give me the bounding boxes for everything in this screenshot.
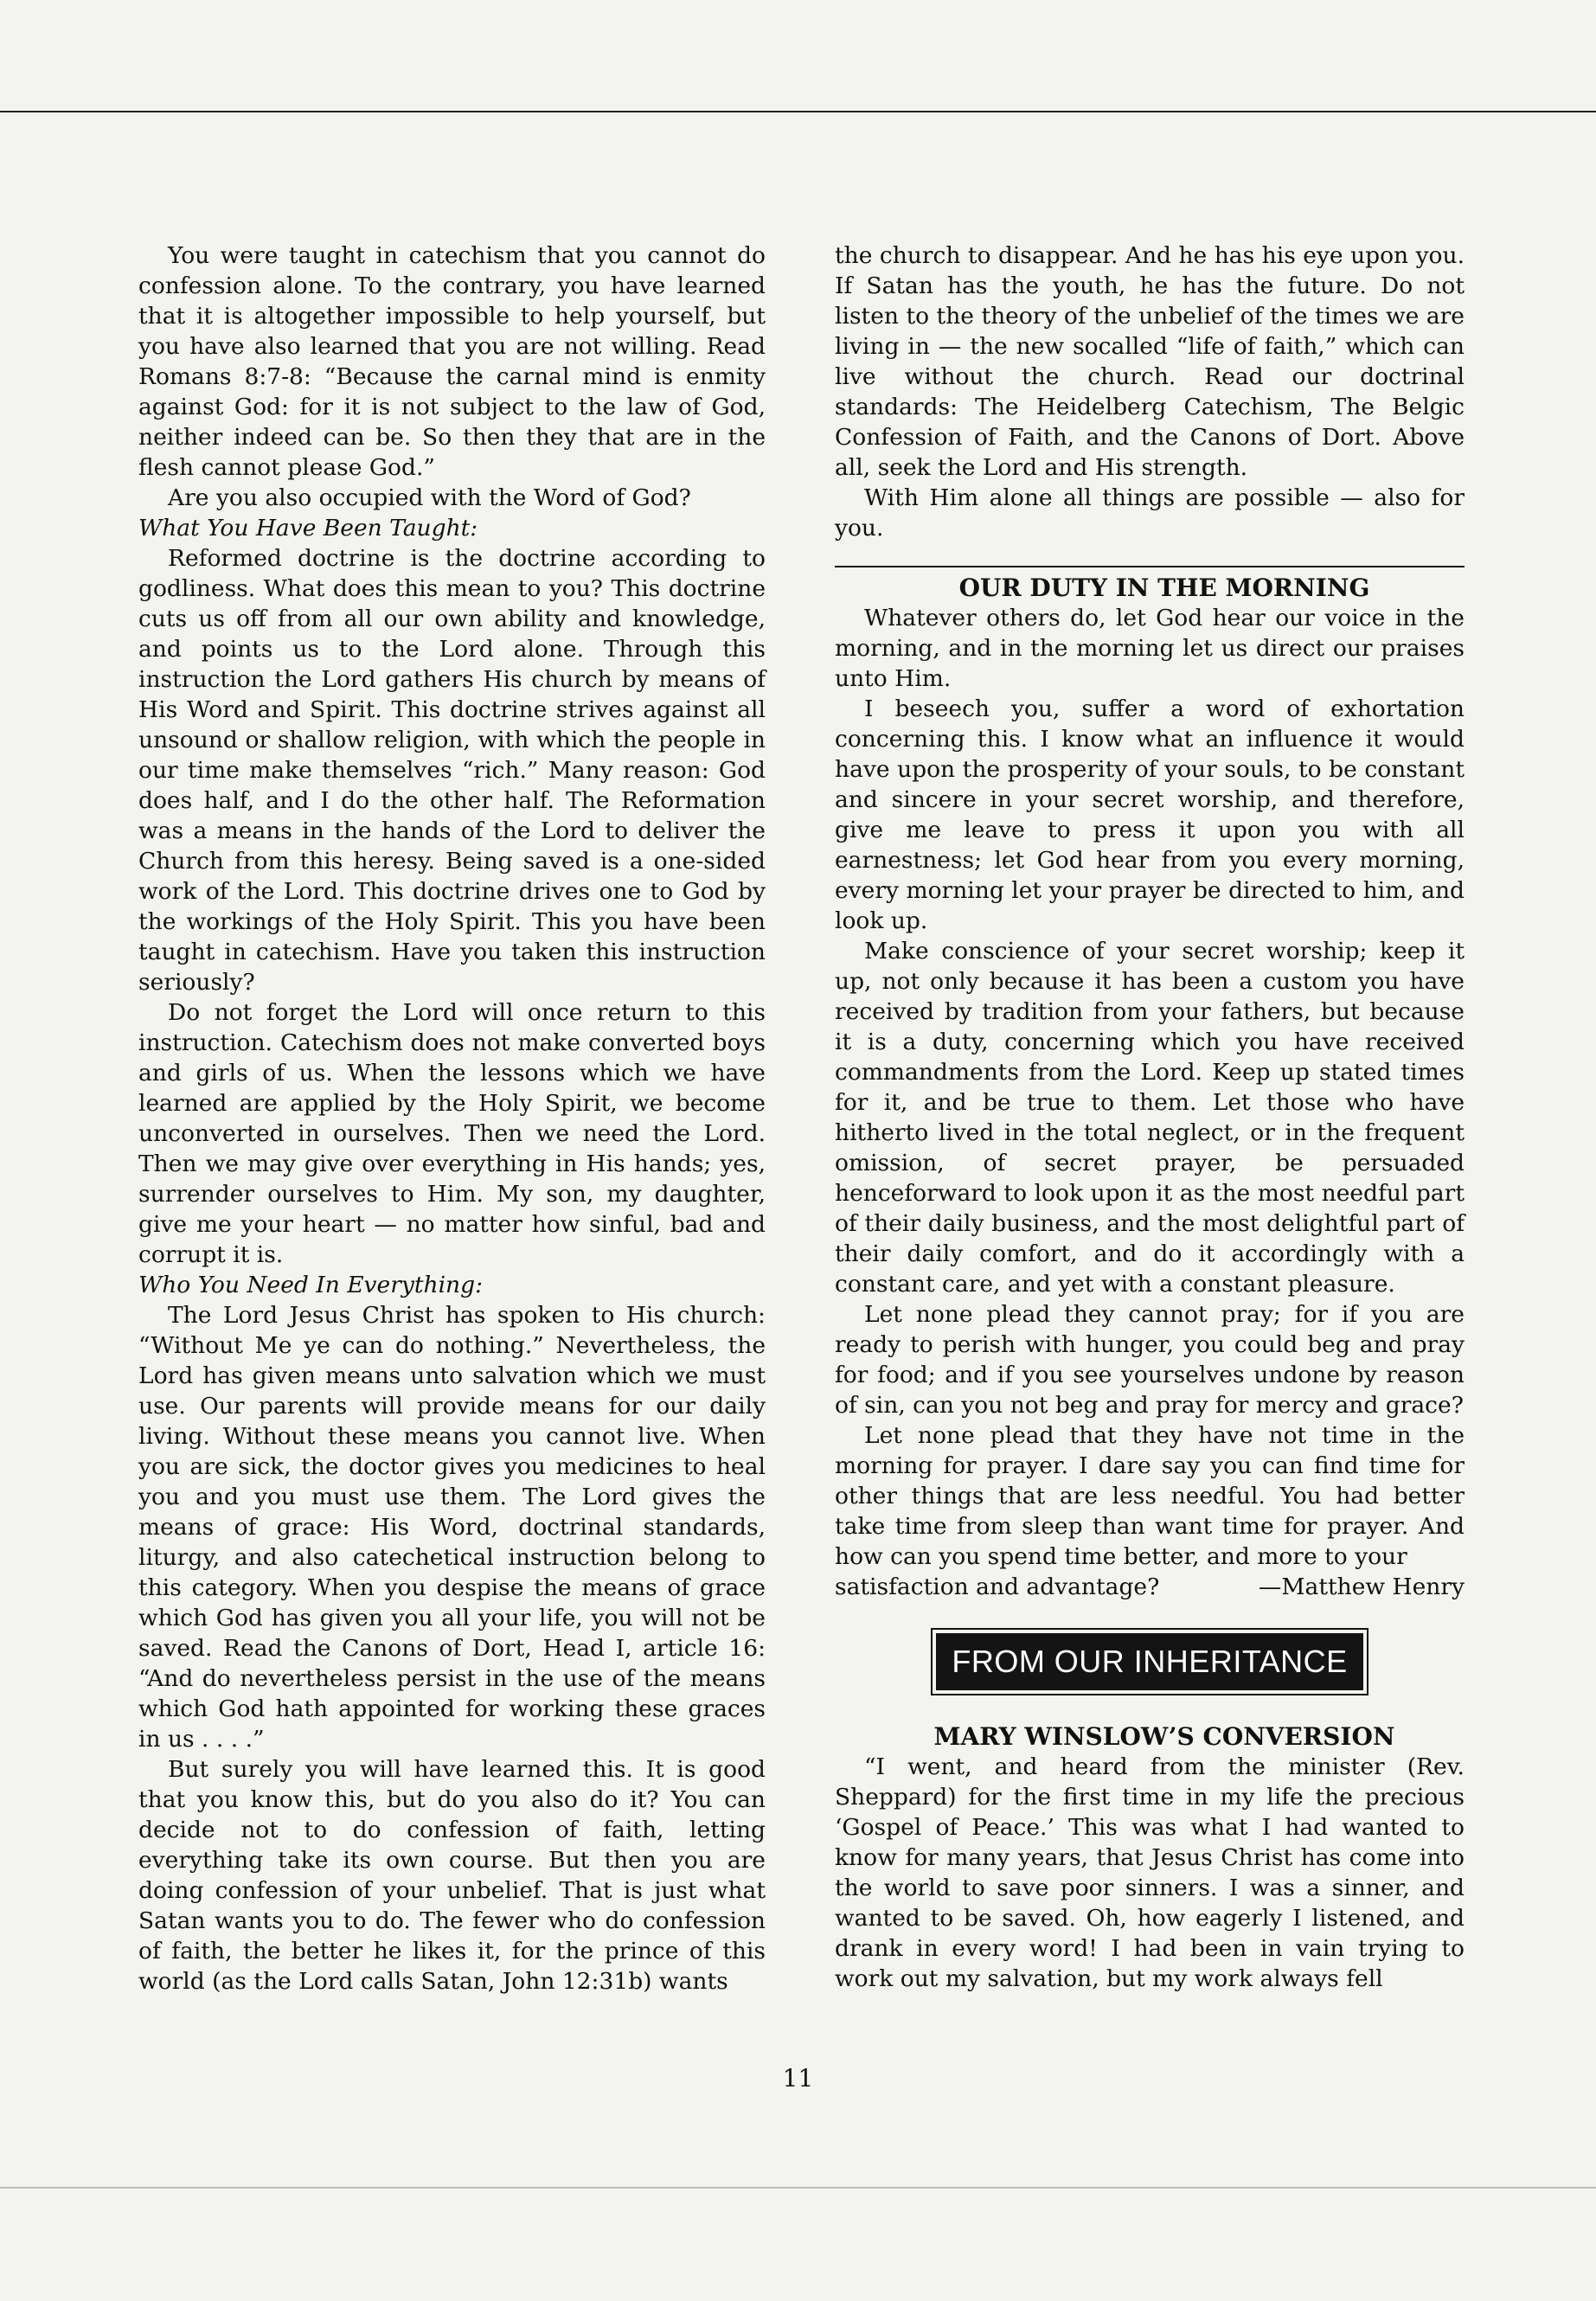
subheading-what-you-have-been-taught: What You Have Been Taught: [138, 515, 478, 542]
paragraph: Let none plead they cannot pray; for if you are ready to perish with hunger, you could beg and pray for food; and if you see yourselves undone by reason of sin, can you not beg and pray for mercy and grace? [835, 1301, 1465, 1419]
right-column [835, 240, 1465, 1994]
subheading-who-you-need: Who You Need In Everything: [138, 1272, 484, 1298]
paragraph: “I went, and heard from the minister (Rev. Sheppard) for the first time in my life the precious ‘Gospel of Peace.’ This was what I had wanted to know for many years, that Jesus Christ has come into the world to save poor sinners. I was a sinner, and wanted to be saved. Oh, how eagerly I listened, and drank in every word! I had been in vain trying to work out my salvation, but my work always fell [835, 1753, 1465, 1992]
scan-top-border [0, 111, 1596, 112]
section-title-our-duty: OUR DUTY IN THE MORNING [958, 574, 1370, 602]
attribution-line [835, 1572, 1465, 1602]
paragraph: Do not forget the Lord will once return to this instruction. Catechism does not make converted boys and girls of us. When the lessons which we have learned are applied by the Holy Spirit, we become unconverted in ourselves. Then we need the Lord. Then we may give over everything in His hands; yes, surrender ourselves to Him. My son, my daughter, give me your heart — no matter how sinful, bad and corrupt it is. [138, 999, 766, 1268]
paragraph-end: satisfaction and advantage? [835, 1574, 1160, 1600]
banner-frame [931, 1628, 1368, 1695]
paragraph: The Lord Jesus Christ has spoken to His church: “Without Me ye can do nothing.” Nevertheless, the Lord has given means unto salvation which we must use. Our parents will provide means for our daily living. Without these means you cannot live. When you are sick, the doctor gives you medicines to heal you and you must use them. The Lord gives the means of grace: His Word, doctrinal standards, liturgy, and also catechetical instruction belong to this category. When you despise the means of grace which God has given you all your life, you will not be saved. Read the Canons of Dort, Head I, article 16: “And do nevertheless persist in the use of the means which God hath appointed for working these graces in us . . . .” [138, 1302, 766, 1753]
paragraph: Let none plead that they have not time in the morning for prayer. I dare say you can find time for other things that are less needful. You had better take time from sleep than want time for prayer. And how can you spend time better, and more to your [835, 1422, 1465, 1570]
left-column [138, 240, 766, 1997]
paragraph: the church to disappear. And he has his eye upon you. If Satan has the youth, he has the future. Do not listen to the theory of the unbelief of the times we are living in — the new socalled “life of faith,” which can live without the church. Read our doctrinal standards: The Heidelberg Catechism, The Belgic Confession of Faith, and the Canons of Dort. Above all, seek the Lord and His strength. [835, 242, 1465, 481]
paragraph: Reformed doctrine is the doctrine according to godliness. What does this mean to you? This doctrine cuts us off from all our own ability and knowledge, and points us to the Lord alone. Through this instruction the Lord gathers His church by means of His Word and Spirit. This doctrine strives against all unsound or shallow religion, with which the people in our time make themselves “rich.” Many reason: God does half, and I do the other half. The Reformation was a means in the hands of the Lord to deliver the Church from this heresy. Being saved is a one-sided work of the Lord. This doctrine drives one to God by the workings of the Holy Spirit. This you have been taught in catechism. Have you taken this instruction seriously? [138, 545, 766, 996]
section-divider [835, 566, 1465, 567]
section-title-mary-winslow: MARY WINSLOW’S CONVERSION [933, 1722, 1395, 1751]
scan-bottom-border [0, 2187, 1596, 2189]
page-number: 11 [782, 2064, 814, 2093]
paragraph: Make conscience of your secret worship; keep it up, not only because it has been a custom you have received by tradition from your fathers, but because it is a duty, concerning which you have received commandments from the Lord. Keep up stated times for it, and be true to them. Let those who have hitherto lived in the total neglect, or in the frequent omission, of secret prayer, be persuaded henceforward to look upon it as the most needful part of their daily business, and the most delightful part of their daily comfort, and do it accordingly with a constant care, and yet with a constant pleasure. [835, 938, 1465, 1298]
paragraph: I beseech you, suffer a word of exhortation concerning this. I know what an influence it would have upon the prosperity of your souls, to be constant and sincere in your secret worship, and therefore, give me leave to press it upon you with all earnestness; let God hear from you every morning, every morning let your prayer be directed to him, and look up. [835, 695, 1465, 934]
paragraph: But surely you will have learned this. It is good that you know this, but do you also do it? You can decide not to do confession of faith, letting everything take its own course. But then you are doing confession of your unbelief. That is just what Satan wants you to do. The fewer who do confession of faith, the better he likes it, for the prince of this world (as the Lord calls Satan, John 12:31b) wants [138, 1756, 766, 1995]
paragraph: Are you also occupied with the Word of God? [168, 484, 691, 511]
attribution: —Matthew Henry [1258, 1574, 1465, 1600]
paragraph: You were taught in catechism that you cannot do confession alone. To the contrary, you have learned that it is altogether impossible to help yourself, but you have also learned that you are not willing. Read Romans 8:7-8: “Because the carnal mind is enmity against God: for it is not subject to the law of God, neither indeed can be. So then they that are in the flesh cannot please God.” [138, 242, 766, 481]
banner-wrap [835, 1628, 1465, 1695]
banner-from-our-inheritance: FROM OUR INHERITANCE [936, 1633, 1362, 1690]
paragraph: Whatever others do, let God hear our voice in the morning, and in the morning let us direct our praises unto Him. [835, 605, 1465, 692]
paragraph: With Him alone all things are possible — also for you. [835, 484, 1465, 542]
